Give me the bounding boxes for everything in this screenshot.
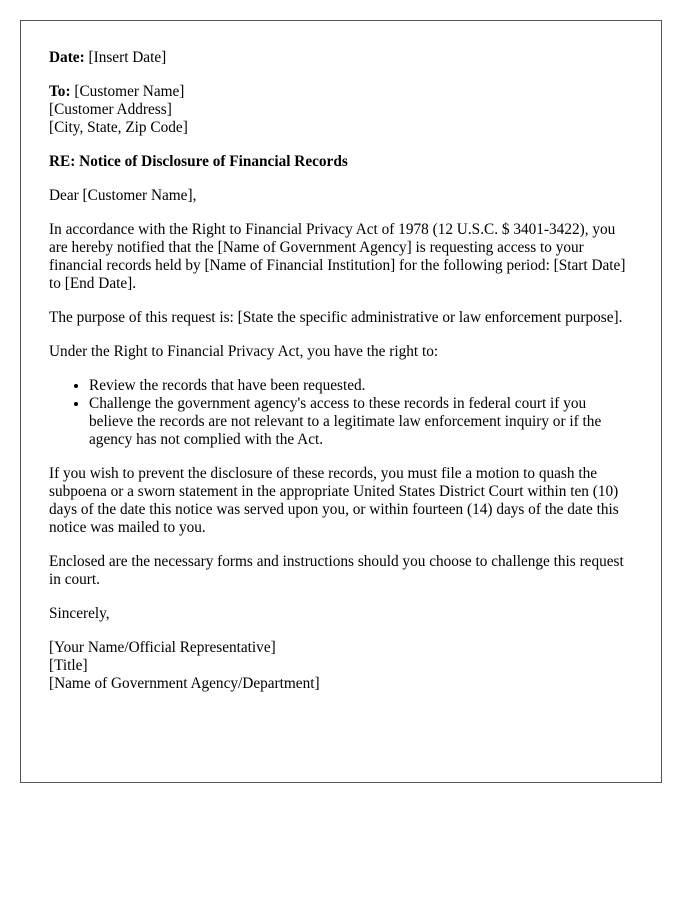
recipient-name: [Customer Name] [74,83,185,100]
date-value: [Insert Date] [88,49,167,66]
date-label: Date: [49,49,85,66]
rights-list [49,377,633,449]
subject: RE: Notice of Disclosure of Financial Records [49,153,348,170]
list-item: • Challenge the government agency's access to these records in federal court if you believe the records are not relevant to a legitimate law enforcement inquiry or if the agency has not complied with the Act. [89,395,633,449]
signature-block [49,639,633,693]
signoff: Sincerely, [49,605,110,622]
recipient-block [49,83,633,137]
paragraph-deadline: If you wish to prevent the disclosure of these records, you must file a motion to quash the subpoena or a sworn statement in the appropriate United States District Court within ten (10) days of the date this notice was served upon you, or within fourteen (14) days of the date this notice was mailed to you. [49,465,619,536]
salutation: Dear [Customer Name], [49,187,197,204]
list-item: • Review the records that have been requested. [89,377,633,395]
signer-name: [Your Name/Official Representative] [49,639,276,656]
signer-title: [Title] [49,657,88,674]
paragraph-enclosures: Enclosed are the necessary forms and instructions should you choose to challenge this request in court. [49,553,624,588]
letter [20,20,662,783]
paragraph-purpose: The purpose of this request is: [State the specific administrative or law enforcement purpose]. [49,309,623,326]
recipient-city: [City, State, Zip Code] [49,119,188,136]
recipient-address: [Customer Address] [49,101,172,118]
paragraph-notice: In accordance with the Right to Financial Privacy Act of 1978 (12 U.S.C. $ 3401-3422), you are hereby notified that the [Name of Government Agency] is requesting access to your financial records held by [Name of Financial Institution] for the following period: [Start Date] to [End Date]. [49,221,626,292]
signer-agency: [Name of Government Agency/Department] [49,675,320,692]
date-line [49,49,633,67]
paragraph-rights-intro: Under the Right to Financial Privacy Act, you have the right to: [49,343,439,360]
subject-line [49,153,633,171]
to-label: To: [49,83,71,100]
